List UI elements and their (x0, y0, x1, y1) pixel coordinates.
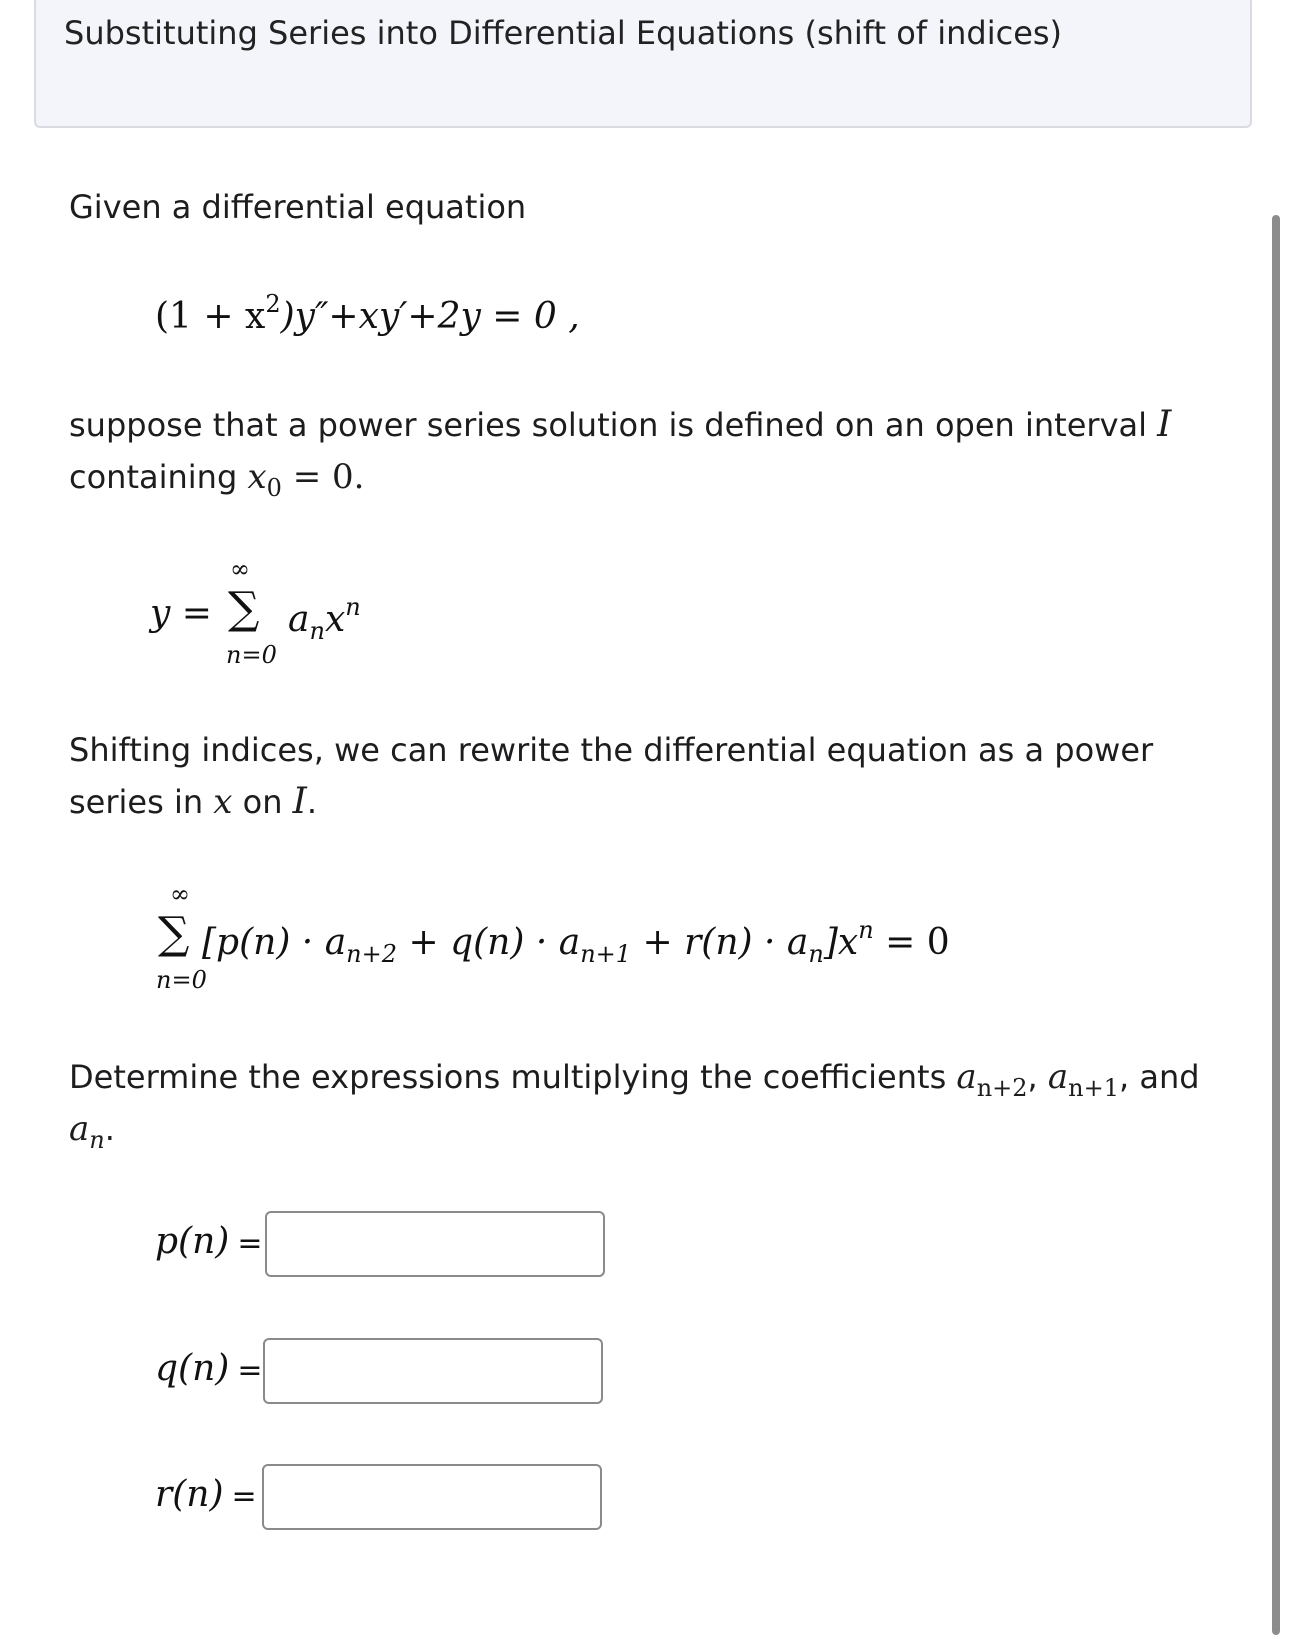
answer-label-q-text: q(n) (155, 1348, 230, 1389)
interval-var: I (1157, 404, 1172, 445)
shifted-sub-2: n+1 (580, 940, 632, 968)
shifted-sigma-symbol: ∑ (158, 908, 190, 959)
coef-1: a (956, 1057, 977, 1097)
q-n-input[interactable] (263, 1338, 603, 1404)
determine-line-1 (69, 1050, 1200, 1115)
shifted-upper-limit: ∞ (170, 880, 190, 908)
series-upper-limit: ∞ (230, 555, 250, 583)
series-term-x-sup: n (345, 593, 361, 621)
x0-value: = 0. (281, 457, 365, 497)
determine-sep-2: , and (1119, 1058, 1200, 1096)
shifting-text-2a: series in (69, 783, 214, 821)
vertical-scrollbar[interactable] (1272, 215, 1280, 1635)
coef-1-sub: n+2 (976, 1074, 1028, 1102)
suppose-line-2 (69, 450, 364, 515)
coef-2-sub: n+1 (1068, 1074, 1119, 1102)
suppose-line-1 (69, 398, 1171, 452)
series-lhs: y = (150, 593, 212, 634)
r-n-input[interactable] (262, 1464, 602, 1530)
answer-label-p-text: p(n) (155, 1221, 230, 1262)
suppose-text-1: suppose that a power series solution is defined on an open interval (69, 406, 1158, 444)
series-term-a: a (288, 599, 310, 640)
intro-text: Given a differential equation (69, 188, 527, 226)
shifted-body-1: [p(n) · a (202, 922, 347, 963)
answer-label-q (155, 1348, 262, 1389)
x0-var: x (247, 457, 267, 497)
suppose-text-2: containing (69, 458, 248, 496)
series-term-a-sub: n (309, 617, 325, 645)
shifting-var-i: I (292, 781, 307, 822)
shifted-sub-1: n+2 (346, 940, 398, 968)
shifted-series (150, 880, 990, 1000)
shifting-line-2 (69, 775, 317, 829)
x0-sub: 0 (266, 474, 282, 502)
answer-eq-q: = (237, 1353, 263, 1388)
shifting-line-1: Shifting indices, we can rewrite the differential equation as a power (69, 731, 1154, 769)
determine-line-2 (69, 1102, 115, 1167)
differential-equation (155, 290, 580, 337)
equation-rest: )y″+xy′+2y = 0 , (280, 296, 580, 337)
shifted-lower-limit: n=0 (156, 966, 207, 994)
shifted-series-body (202, 916, 950, 968)
shifted-sup: n (858, 916, 874, 944)
series-term-x: x (324, 599, 346, 640)
shifted-sub-3: n (808, 940, 824, 968)
answer-label-r (155, 1474, 257, 1515)
shifted-body-2: + q(n) · a (397, 922, 581, 963)
coef-3: a (69, 1109, 90, 1149)
shifting-var-x: x (213, 782, 233, 822)
answer-eq-p: = (237, 1226, 263, 1261)
shifted-body-4: ]x (823, 922, 859, 963)
sigma-symbol: ∑ (228, 583, 260, 634)
answer-label-p (155, 1221, 262, 1262)
determine-end: . (104, 1110, 115, 1148)
answer-eq-r: = (231, 1479, 257, 1514)
answer-label-r-text: r(n) (155, 1474, 224, 1515)
determine-sep-1: , (1027, 1058, 1048, 1096)
equation-exponent: 2 (265, 290, 281, 318)
problem-title: Substituting Series into Differential Equations (shift of indices) (64, 14, 1063, 52)
series-lower-limit: n=0 (226, 641, 277, 669)
shifted-body-3: + r(n) · a (631, 922, 809, 963)
equation-lhs-open: (1 + x (155, 296, 266, 337)
p-n-input[interactable] (265, 1211, 605, 1277)
shifting-text-2b: on (232, 783, 293, 821)
determine-text-1: Determine the expressions multiplying the coefficients (69, 1058, 957, 1096)
shifted-end: = 0 (873, 922, 950, 963)
problem-header (34, 0, 1252, 128)
series-definition (150, 555, 410, 675)
coef-2: a (1047, 1057, 1069, 1097)
shifting-text-2c: . (306, 783, 318, 821)
series-term (288, 593, 361, 645)
coef-3-sub: n (89, 1126, 105, 1154)
